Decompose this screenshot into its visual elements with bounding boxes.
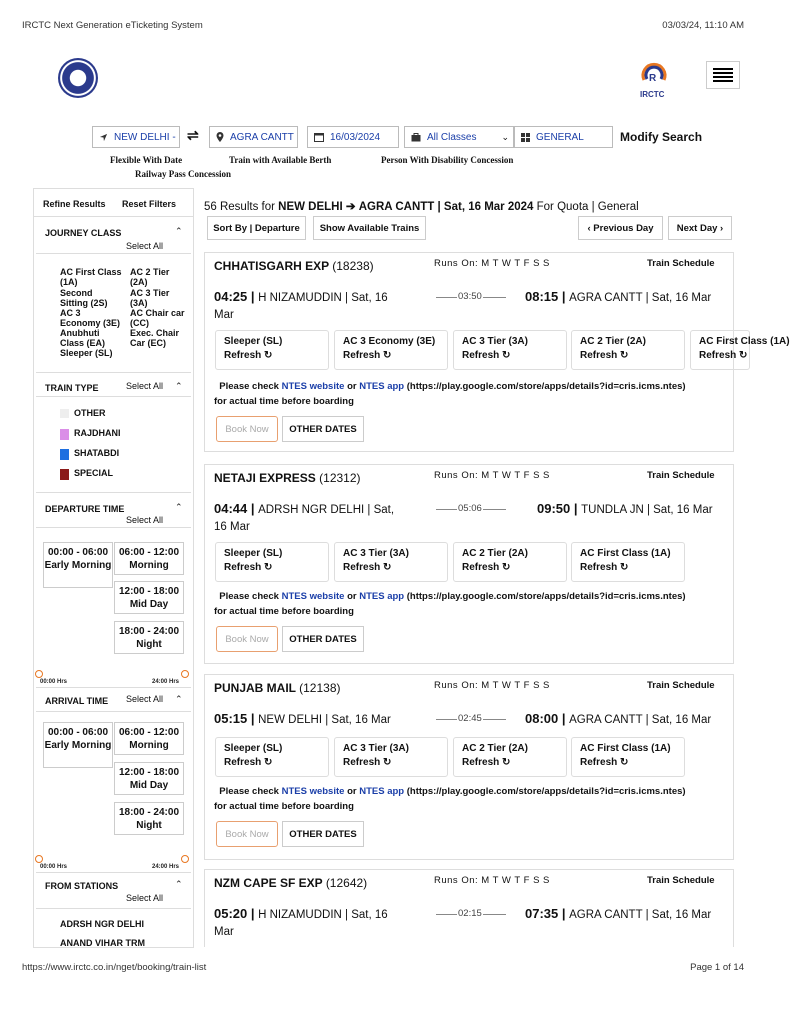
departure-slot-morning[interactable] [114,542,184,575]
chevron-left-icon: ‹ [587,222,594,234]
train-name[interactable]: CHHATISGARH EXP (18238) [214,259,374,273]
next-day-label: Next Day [676,222,718,234]
modify-search-button[interactable]: Modify Search [620,130,703,144]
class-tile[interactable]: AC First Class (1A) Refresh ↻ [690,330,750,370]
next-day-button[interactable] [668,216,732,240]
refresh-icon: ↻ [739,350,748,361]
from-stations-title: FROM STATIONS [45,881,119,891]
chevron-up-icon[interactable]: ⌃ [175,381,183,391]
travel-duration: 02:45 [458,713,482,724]
train-schedule-link[interactable]: Train Schedule [647,680,715,691]
book-now-button[interactable]: Book Now [216,626,278,652]
travel-duration: 03:50 [458,291,482,302]
arrival-time-select-all[interactable]: Select All [126,694,164,704]
sort-by-departure-button[interactable]: Sort By | Departure [207,216,306,240]
shatabdi-color-swatch [60,449,69,460]
ntes-website-link[interactable]: NTES website [281,786,345,797]
journey-class-select-all[interactable]: Select All [126,241,164,251]
arrival-info: 08:15 | AGRA CANTT | Sat, 16 Mar [525,289,712,304]
refresh-icon: ↻ [620,562,629,573]
departure-time-title: DEPARTURE TIME [45,504,125,514]
previous-day-button[interactable] [578,216,663,240]
refresh-icon: ↻ [620,757,629,768]
train-type-other[interactable]: OTHER [74,408,106,418]
arrival-slot-morning[interactable] [114,722,184,755]
briefcase-icon [411,133,421,142]
refresh-icon: ↻ [383,562,392,573]
ntes-app-link[interactable]: NTES app [359,786,405,797]
departure-slider-end-handle[interactable] [181,670,189,678]
chevron-right-icon: › [717,222,724,234]
irctc-logo[interactable] [636,58,672,98]
ntes-website-link[interactable]: NTES website [281,591,345,602]
menu-button[interactable] [706,61,740,89]
class-tile[interactable]: AC First Class (1A) Refresh ↻ [571,737,685,777]
class-option-2s[interactable]: Second Sitting (2S) [60,288,108,308]
ntes-notice: Please check NTES website or NTES app (https://play.google.com/store/apps/details?id=cris.icms.ntes) for actual time before boarding [214,786,686,812]
ntes-app-link[interactable]: NTES app [359,591,405,602]
show-available-trains-button[interactable]: Show Available Trains [313,216,426,240]
chevron-up-icon[interactable]: ⌃ [175,879,183,889]
refresh-icon: ↻ [620,350,629,361]
from-station-option[interactable]: ADRSH NGR DELHI [60,919,145,929]
travel-duration: 02:15 [458,908,482,919]
departure-range-end: 24:00 Hrs [152,679,180,685]
runs-on: Runs On: M T W T F S S [434,258,550,269]
from-station-input[interactable] [92,126,180,148]
slot-label: Mid Day [129,599,169,610]
slot-range: 18:00 - 24:00 [118,807,180,818]
class-tile[interactable]: Sleeper (SL) Refresh ↻ [215,542,329,582]
print-url: https://www.irctc.co.in/nget/booking/train-list [22,962,207,973]
refresh-icon: ↻ [383,350,392,361]
other-dates-button[interactable]: OTHER DATES [282,626,364,652]
refresh-icon: ↻ [264,757,273,768]
class-tile[interactable]: AC 3 Economy (3E) Refresh ↻ [334,330,448,370]
chevron-up-icon[interactable]: ⌃ [175,694,183,704]
irctc-logo-text: IRCTC [640,90,665,99]
departure-slot-early-morning[interactable] [43,542,113,588]
journey-class-title: JOURNEY CLASS [45,228,122,238]
results-quota: For Quota | General [536,201,639,213]
departure-info: 04:25 | H NIZAMUDDIN | Sat, 16 Mar [214,289,388,321]
slot-range: 06:00 - 12:00 [118,547,180,558]
refresh-icon: ↻ [264,350,273,361]
other-dates-button[interactable]: OTHER DATES [282,821,364,847]
special-color-swatch [60,469,69,480]
ntes-notice: Please check NTES website or NTES app (https://play.google.com/store/apps/details?id=cris.icms.ntes) for actual time before boarding [214,381,686,407]
from-stations-select-all[interactable]: Select All [126,893,164,903]
to-station-value: AGRA CANTT [230,131,294,143]
results-destination: AGRA CANTT | Sat, 16 Mar 2024 [358,201,534,213]
departure-time-select-all[interactable]: Select All [126,515,164,525]
swap-icon[interactable]: ⇌ [187,127,199,143]
chevron-down-icon: ⌄ [501,131,509,142]
class-tile[interactable]: AC 3 Tier (3A) Refresh ↻ [334,737,448,777]
train-name[interactable]: NETAJI EXPRESS (12312) [214,471,361,485]
map-marker-icon [216,132,224,142]
departure-info: 04:44 | ADRSH NGR DELHI | Sat, 16 Mar [214,501,395,533]
train-schedule-link[interactable]: Train Schedule [647,470,715,481]
ntes-notice: Please check NTES website or NTES app (https://play.google.com/store/apps/details?id=cris.icms.ntes) for actual time before boarding [214,591,686,617]
class-tile[interactable]: AC 2 Tier (2A) Refresh ↻ [453,737,567,777]
train-card [204,674,734,860]
class-option-sl[interactable]: Sleeper (SL) [60,348,113,358]
to-station-input[interactable] [209,126,298,148]
class-select[interactable] [404,126,514,148]
journey-date-input[interactable] [307,126,399,148]
slot-label: Mid Day [129,780,169,791]
print-datetime: 03/03/24, 11:10 AM [662,20,744,31]
grid-icon [521,133,530,142]
previous-day-label: Previous Day [593,222,654,234]
arrival-info: 08:00 | AGRA CANTT | Sat, 16 Mar [525,711,712,726]
other-dates-button[interactable]: OTHER DATES [282,416,364,442]
class-tile[interactable]: AC 2 Tier (2A) Refresh ↻ [571,330,685,370]
class-tile[interactable]: AC 3 Tier (3A) Refresh ↻ [334,542,448,582]
train-type-title: TRAIN TYPE [45,383,99,393]
train-type-special[interactable]: SPECIAL [74,468,114,478]
arrival-info: 07:35 | AGRA CANTT | Sat, 16 Mar [525,906,712,921]
runs-on: Runs On: M T W T F S S [434,470,550,481]
slot-label: Early Morning [44,560,112,571]
calendar-icon [314,132,324,142]
class-option-ea[interactable]: Anubhuti Class (EA) [60,328,106,348]
arrival-slot-night[interactable] [114,802,184,835]
departure-slider-start-handle[interactable] [35,670,43,678]
train-type-select-all[interactable]: Select All [126,381,164,391]
departure-slot-mid-day[interactable] [114,581,184,614]
departure-info: 05:20 | H NIZAMUDDIN | Sat, 16 Mar [214,906,388,938]
class-option-cc[interactable]: AC Chair car (CC) [130,308,185,328]
refresh-icon: ↻ [502,757,511,768]
quota-select[interactable] [514,126,613,148]
class-tile[interactable]: AC 2 Tier (2A) Refresh ↻ [453,542,567,582]
chevron-up-icon[interactable]: ⌃ [175,226,183,236]
class-tile[interactable]: AC First Class (1A) Refresh ↻ [571,542,685,582]
slot-label: Night [136,820,162,831]
class-tile[interactable]: Sleeper (SL) Refresh ↻ [215,330,329,370]
train-type-shatabdi[interactable]: SHATABDI [74,448,120,458]
option-available-berth[interactable]: Train with Available Berth [229,155,332,165]
print-page-number: Page 1 of 14 [690,962,744,973]
class-option-1a[interactable]: AC First Class (1A) [60,267,122,287]
reset-filters-button[interactable]: Reset Filters [122,199,177,209]
arrow-right-icon: ➔ [345,201,356,213]
slot-label: Morning [129,740,169,751]
ntes-website-link[interactable]: NTES website [281,381,345,392]
runs-on: Runs On: M T W T F S S [434,680,550,691]
book-now-button[interactable]: Book Now [216,821,278,847]
train-type-rajdhani[interactable]: RAJDHANI [74,428,121,438]
filter-sidebar [33,188,194,948]
train-card [204,252,790,452]
from-station-option[interactable]: ANAND VIHAR TRM [60,938,145,948]
indian-railways-logo[interactable] [58,58,98,98]
quota-select-value: GENERAL [536,131,584,143]
refresh-icon: ↻ [264,562,273,573]
option-disability-concession[interactable]: Person With Disability Concession [381,155,514,165]
slot-range: 06:00 - 12:00 [118,727,180,738]
slot-range: 00:00 - 06:00 [47,547,109,558]
train-card [204,464,734,664]
class-option-3e[interactable]: AC 3 Economy (3E) [60,308,121,328]
svg-text:R: R [649,73,657,84]
train-schedule-link[interactable]: Train Schedule [647,875,715,886]
class-option-3a[interactable]: AC 3 Tier (3A) [130,288,170,308]
results-count: 56 Results for [204,201,275,213]
train-name[interactable]: NZM CAPE SF EXP (12642) [214,876,368,890]
train-card [204,869,734,947]
runs-on: Runs On: M T W T F S S [434,875,550,886]
slot-label: Morning [129,560,169,571]
chevron-up-icon[interactable]: ⌃ [175,502,183,512]
book-now-button[interactable]: Book Now [216,416,278,442]
slot-range: 18:00 - 24:00 [118,626,180,637]
departure-slot-night[interactable] [114,621,184,654]
rajdhani-color-swatch [60,429,69,440]
arrival-slider-end-handle[interactable] [181,855,189,863]
slot-label: Early Morning [44,740,112,751]
class-option-2a[interactable]: AC 2 Tier (2A) [130,267,170,287]
arrival-slider-start-handle[interactable] [35,855,43,863]
class-select-value: All Classes [427,131,477,143]
results-summary [204,199,639,213]
ntes-app-link[interactable]: NTES app [359,381,405,392]
arrival-range-start: 00:00 Hrs [40,864,68,870]
slot-range: 12:00 - 18:00 [118,767,180,778]
slot-range: 00:00 - 06:00 [47,727,109,738]
class-tile[interactable]: AC 3 Tier (3A) Refresh ↻ [453,330,567,370]
refine-results-button[interactable]: Refine Results [43,199,106,209]
slot-range: 12:00 - 18:00 [118,586,180,597]
refresh-icon: ↻ [502,562,511,573]
option-railway-pass[interactable]: Railway Pass Concession [135,169,232,179]
arrival-slot-mid-day[interactable] [114,762,184,795]
train-name[interactable]: PUNJAB MAIL (12138) [214,681,341,695]
arrival-time-title: ARRIVAL TIME [45,696,109,706]
location-arrow-icon [99,133,108,142]
departure-info: 05:15 | NEW DELHI | Sat, 16 Mar [214,711,391,726]
results-origin: NEW DELHI [278,201,343,213]
option-flexible-date[interactable]: Flexible With Date [110,155,183,165]
refresh-icon: ↻ [502,350,511,361]
train-schedule-link[interactable]: Train Schedule [647,258,715,269]
travel-duration: 05:06 [458,503,482,514]
class-tile[interactable]: Sleeper (SL) Refresh ↻ [215,737,329,777]
departure-range-start: 00:00 Hrs [40,679,68,685]
other-color-swatch [60,409,69,418]
journey-date-value: 16/03/2024 [330,131,381,143]
refresh-icon: ↻ [383,757,392,768]
class-option-ec[interactable]: Exec. Chair Car (EC) [130,328,180,348]
arrival-range-end: 24:00 Hrs [152,864,180,870]
from-station-value: NEW DELHI - [114,131,176,143]
arrival-slot-early-morning[interactable] [43,722,113,768]
print-title: IRCTC Next Generation eTicketing System [22,20,203,31]
slot-label: Night [136,639,162,650]
arrival-info: 09:50 | TUNDLA JN | Sat, 16 Mar [537,501,713,516]
